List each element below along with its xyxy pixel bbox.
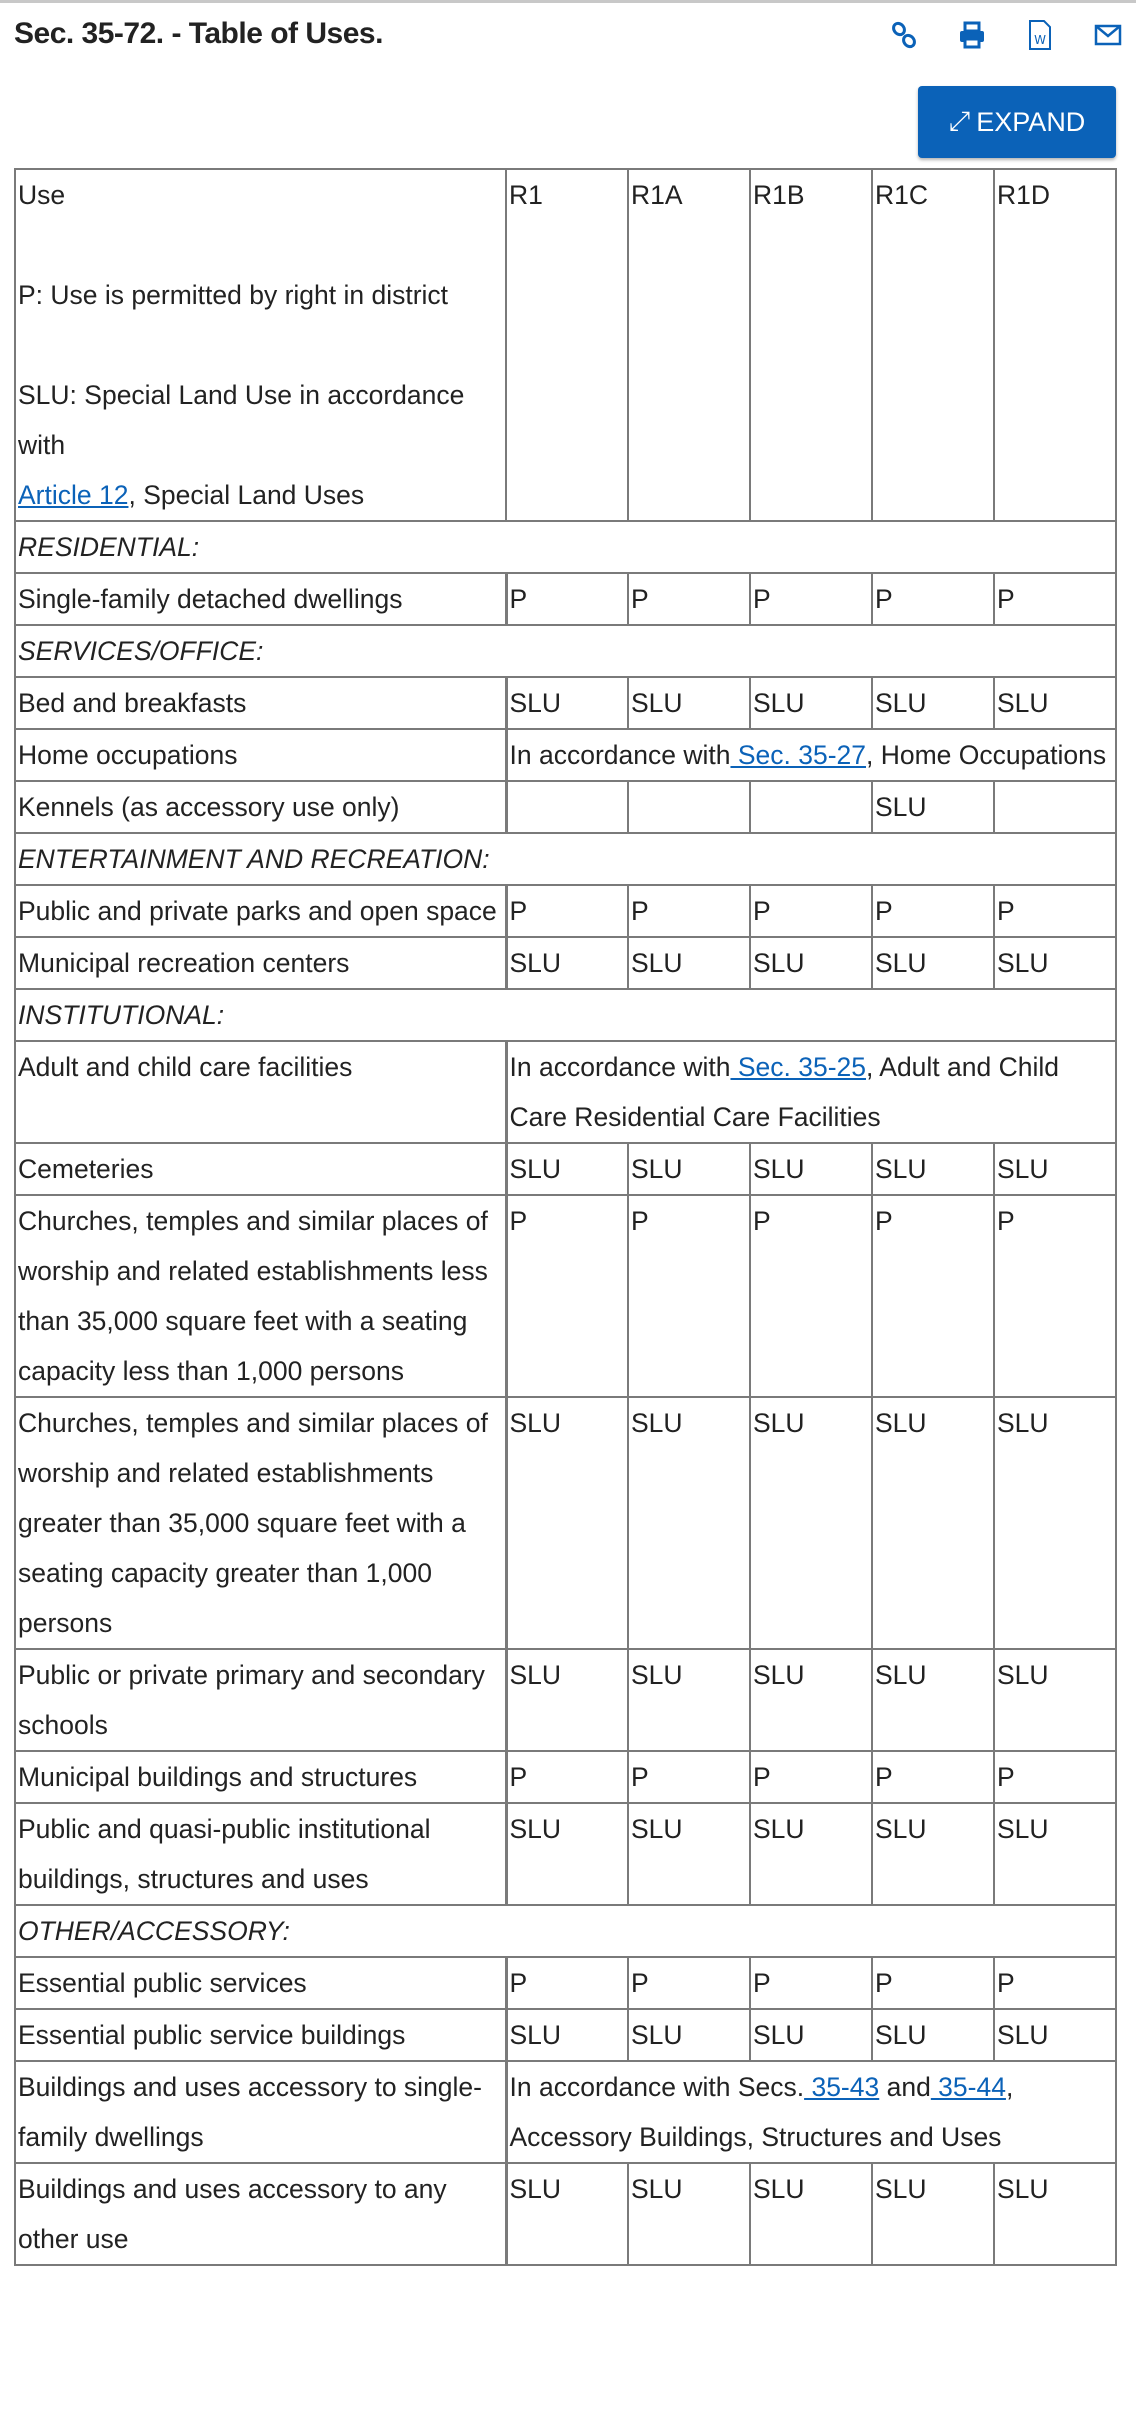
value-cell-r1c: SLU	[872, 781, 994, 833]
section-link[interactable]: Article 12	[18, 480, 129, 510]
value-cell-r1d: SLU	[994, 1649, 1116, 1751]
header-cell-r1d: R1D	[994, 169, 1116, 521]
value-cell-r1: SLU	[506, 677, 628, 729]
value-cell-r1b: SLU	[750, 1649, 872, 1751]
value-cell-r1c: P	[872, 1195, 994, 1397]
print-icon[interactable]	[958, 19, 986, 51]
value-cell-r1d: SLU	[994, 2009, 1116, 2061]
value-cell-r1d: P	[994, 1751, 1116, 1803]
value-cell-r1d: P	[994, 1957, 1116, 2009]
note-cell	[506, 1041, 1116, 1143]
value-cell-r1b: SLU	[750, 1143, 872, 1195]
email-icon[interactable]	[1094, 19, 1122, 51]
value-cell-r1c: SLU	[872, 677, 994, 729]
value-cell-r1b: SLU	[750, 937, 872, 989]
section-row	[15, 989, 1116, 1041]
value-cell-r1b: P	[750, 1195, 872, 1397]
table-row	[15, 1195, 1116, 1397]
value-cell-r1: P	[506, 1751, 628, 1803]
use-cell: Home occupations	[15, 729, 506, 781]
value-cell-r1c: SLU	[872, 1143, 994, 1195]
value-cell-r1: P	[506, 573, 628, 625]
table-row	[15, 677, 1116, 729]
value-cell-r1c: SLU	[872, 1803, 994, 1905]
section-link[interactable]: 35-43	[804, 2072, 880, 2102]
use-cell: Public and private parks and open space	[15, 885, 506, 937]
value-cell-r1a: SLU	[628, 677, 750, 729]
cell-text: Use	[18, 180, 66, 210]
section-row	[15, 625, 1116, 677]
value-cell-r1d: SLU	[994, 1397, 1116, 1649]
value-cell-r1b: SLU	[750, 677, 872, 729]
value-cell-r1b: P	[750, 885, 872, 937]
use-cell: Cemeteries	[15, 1143, 506, 1195]
value-cell-r1: SLU	[506, 1649, 628, 1751]
cell-text: , Accessory Buildings, Structures and Uses	[509, 2072, 1014, 2152]
table-row	[15, 1041, 1116, 1143]
value-cell-r1c: P	[872, 1957, 994, 2009]
use-cell: Churches, temples and similar places of worship and related establishments less than 35,000 square feet with a seating capacity less than 1,000 persons	[15, 1195, 506, 1397]
uses-table	[14, 168, 1117, 2266]
value-cell-r1d: P	[994, 573, 1116, 625]
table-row	[15, 781, 1116, 833]
value-cell-r1: P	[506, 1957, 628, 2009]
value-cell-r1c: SLU	[872, 937, 994, 989]
table-row	[15, 729, 1116, 781]
value-cell-r1a: P	[628, 573, 750, 625]
value-cell-r1: P	[506, 885, 628, 937]
use-cell: Municipal recreation centers	[15, 937, 506, 989]
value-cell-r1a: P	[628, 1957, 750, 2009]
section-row	[15, 833, 1116, 885]
use-cell: Buildings and uses accessory to single-family dwellings	[15, 2061, 506, 2163]
cell-text: P: Use is permitted by right in district	[18, 280, 449, 310]
value-cell-r1c: SLU	[872, 1649, 994, 1751]
value-cell-r1: P	[506, 1195, 628, 1397]
value-cell-r1a	[628, 781, 750, 833]
value-cell-r1b: P	[750, 1751, 872, 1803]
table-row	[15, 573, 1116, 625]
value-cell-r1: SLU	[506, 2009, 628, 2061]
cell-text: In accordance with	[509, 740, 731, 770]
value-cell-r1d: SLU	[994, 937, 1116, 989]
cell-text: In accordance with	[509, 1052, 731, 1082]
section-link[interactable]: Sec. 35-25	[730, 1052, 866, 1082]
value-cell-r1c: P	[872, 1751, 994, 1803]
value-cell-r1a: SLU	[628, 1397, 750, 1649]
value-cell-r1a: SLU	[628, 2009, 750, 2061]
section-heading: ENTERTAINMENT AND RECREATION:	[15, 833, 1116, 885]
table-row	[15, 1751, 1116, 1803]
value-cell-r1d: SLU	[994, 1803, 1116, 1905]
value-cell-r1b: P	[750, 1957, 872, 2009]
section-link[interactable]: Sec. 35-27	[730, 740, 866, 770]
svg-text:W: W	[1034, 33, 1046, 47]
table-row	[15, 1649, 1116, 1751]
use-cell: Essential public services	[15, 1957, 506, 2009]
use-cell: Essential public service buildings	[15, 2009, 506, 2061]
table-row	[15, 1143, 1116, 1195]
cell-text: In accordance with Secs.	[509, 2072, 805, 2102]
cell-text: , Adult and Child Care Residential Care Facilities	[509, 1052, 1059, 1132]
header-cell-r1a: R1A	[628, 169, 750, 521]
value-cell-r1d: P	[994, 885, 1116, 937]
use-cell: Municipal buildings and structures	[15, 1751, 506, 1803]
header-cell-r1: R1	[506, 169, 628, 521]
table-header-row	[15, 169, 1116, 521]
value-cell-r1: SLU	[506, 937, 628, 989]
value-cell-r1b: SLU	[750, 1803, 872, 1905]
use-cell: Public or private primary and secondary schools	[15, 1649, 506, 1751]
value-cell-r1	[506, 781, 628, 833]
value-cell-r1a: P	[628, 1195, 750, 1397]
value-cell-r1: SLU	[506, 1143, 628, 1195]
word-document-icon[interactable]	[1026, 19, 1054, 51]
cell-text: and	[879, 2072, 931, 2102]
cell-text: SLU: Special Land Use in accordance with	[18, 380, 465, 460]
table-row	[15, 2061, 1116, 2163]
value-cell-r1d: SLU	[994, 1143, 1116, 1195]
value-cell-r1d: P	[994, 1195, 1116, 1397]
table-row	[15, 2009, 1116, 2061]
table-row	[15, 1957, 1116, 2009]
value-cell-r1: SLU	[506, 1397, 628, 1649]
value-cell-r1b	[750, 781, 872, 833]
use-cell: Public and quasi-public institutional buildings, structures and uses	[15, 1803, 506, 1905]
header-cell-r1c: R1C	[872, 169, 994, 521]
value-cell-r1a: SLU	[628, 937, 750, 989]
value-cell-r1c: P	[872, 885, 994, 937]
note-cell	[506, 2061, 1116, 2163]
value-cell-r1a: SLU	[628, 1143, 750, 1195]
value-cell-r1a: SLU	[628, 1649, 750, 1751]
value-cell-r1a: SLU	[628, 2163, 750, 2265]
section-row	[15, 1905, 1116, 1957]
table-row	[15, 1397, 1116, 1649]
link-icon[interactable]	[890, 19, 918, 51]
value-cell-r1d: SLU	[994, 2163, 1116, 2265]
value-cell-r1: SLU	[506, 2163, 628, 2265]
section-heading: SERVICES/OFFICE:	[15, 625, 1116, 677]
expand-label: EXPAND	[976, 106, 1086, 137]
value-cell-r1b: SLU	[750, 2163, 872, 2265]
section-row	[15, 521, 1116, 573]
table-row	[15, 885, 1116, 937]
use-cell: Single-family detached dwellings	[15, 573, 506, 625]
value-cell-r1d: SLU	[994, 677, 1116, 729]
header-cell-use	[15, 169, 506, 521]
cell-text: , Home Occupations	[866, 740, 1107, 770]
value-cell-r1c: SLU	[872, 2163, 994, 2265]
value-cell-r1a: P	[628, 885, 750, 937]
value-cell-r1a: P	[628, 1751, 750, 1803]
toolbar	[890, 19, 1122, 51]
table-row	[15, 2163, 1116, 2265]
use-cell: Buildings and uses accessory to any other use	[15, 2163, 506, 2265]
cell-text: , Special Land Uses	[128, 480, 365, 510]
use-cell: Kennels (as accessory use only)	[15, 781, 506, 833]
use-cell: Bed and breakfasts	[15, 677, 506, 729]
value-cell-r1a: SLU	[628, 1803, 750, 1905]
page-title: Sec. 35-72. - Table of Uses.	[14, 17, 383, 50]
section-heading: INSTITUTIONAL:	[15, 989, 1116, 1041]
note-cell	[506, 729, 1116, 781]
section-heading: OTHER/ACCESSORY:	[15, 1905, 1116, 1957]
section-link[interactable]: 35-44	[930, 2072, 1006, 2102]
value-cell-r1c: SLU	[872, 2009, 994, 2061]
table-row	[15, 937, 1116, 989]
use-cell: Adult and child care facilities	[15, 1041, 506, 1143]
use-cell: Churches, temples and similar places of worship and related establishments greater than 35,000 square feet with a seating capacity greater than 1,000 persons	[15, 1397, 506, 1649]
section-heading: RESIDENTIAL:	[15, 521, 1116, 573]
value-cell-r1: SLU	[506, 1803, 628, 1905]
value-cell-r1b: SLU	[750, 2009, 872, 2061]
value-cell-r1c: P	[872, 573, 994, 625]
header-cell-r1b: R1B	[750, 169, 872, 521]
expand-button[interactable]	[918, 86, 1116, 158]
value-cell-r1d	[994, 781, 1116, 833]
expand-arrows-icon: ⤢	[948, 106, 971, 136]
value-cell-r1b: P	[750, 573, 872, 625]
value-cell-r1c: SLU	[872, 1397, 994, 1649]
value-cell-r1b: SLU	[750, 1397, 872, 1649]
table-row	[15, 1803, 1116, 1905]
